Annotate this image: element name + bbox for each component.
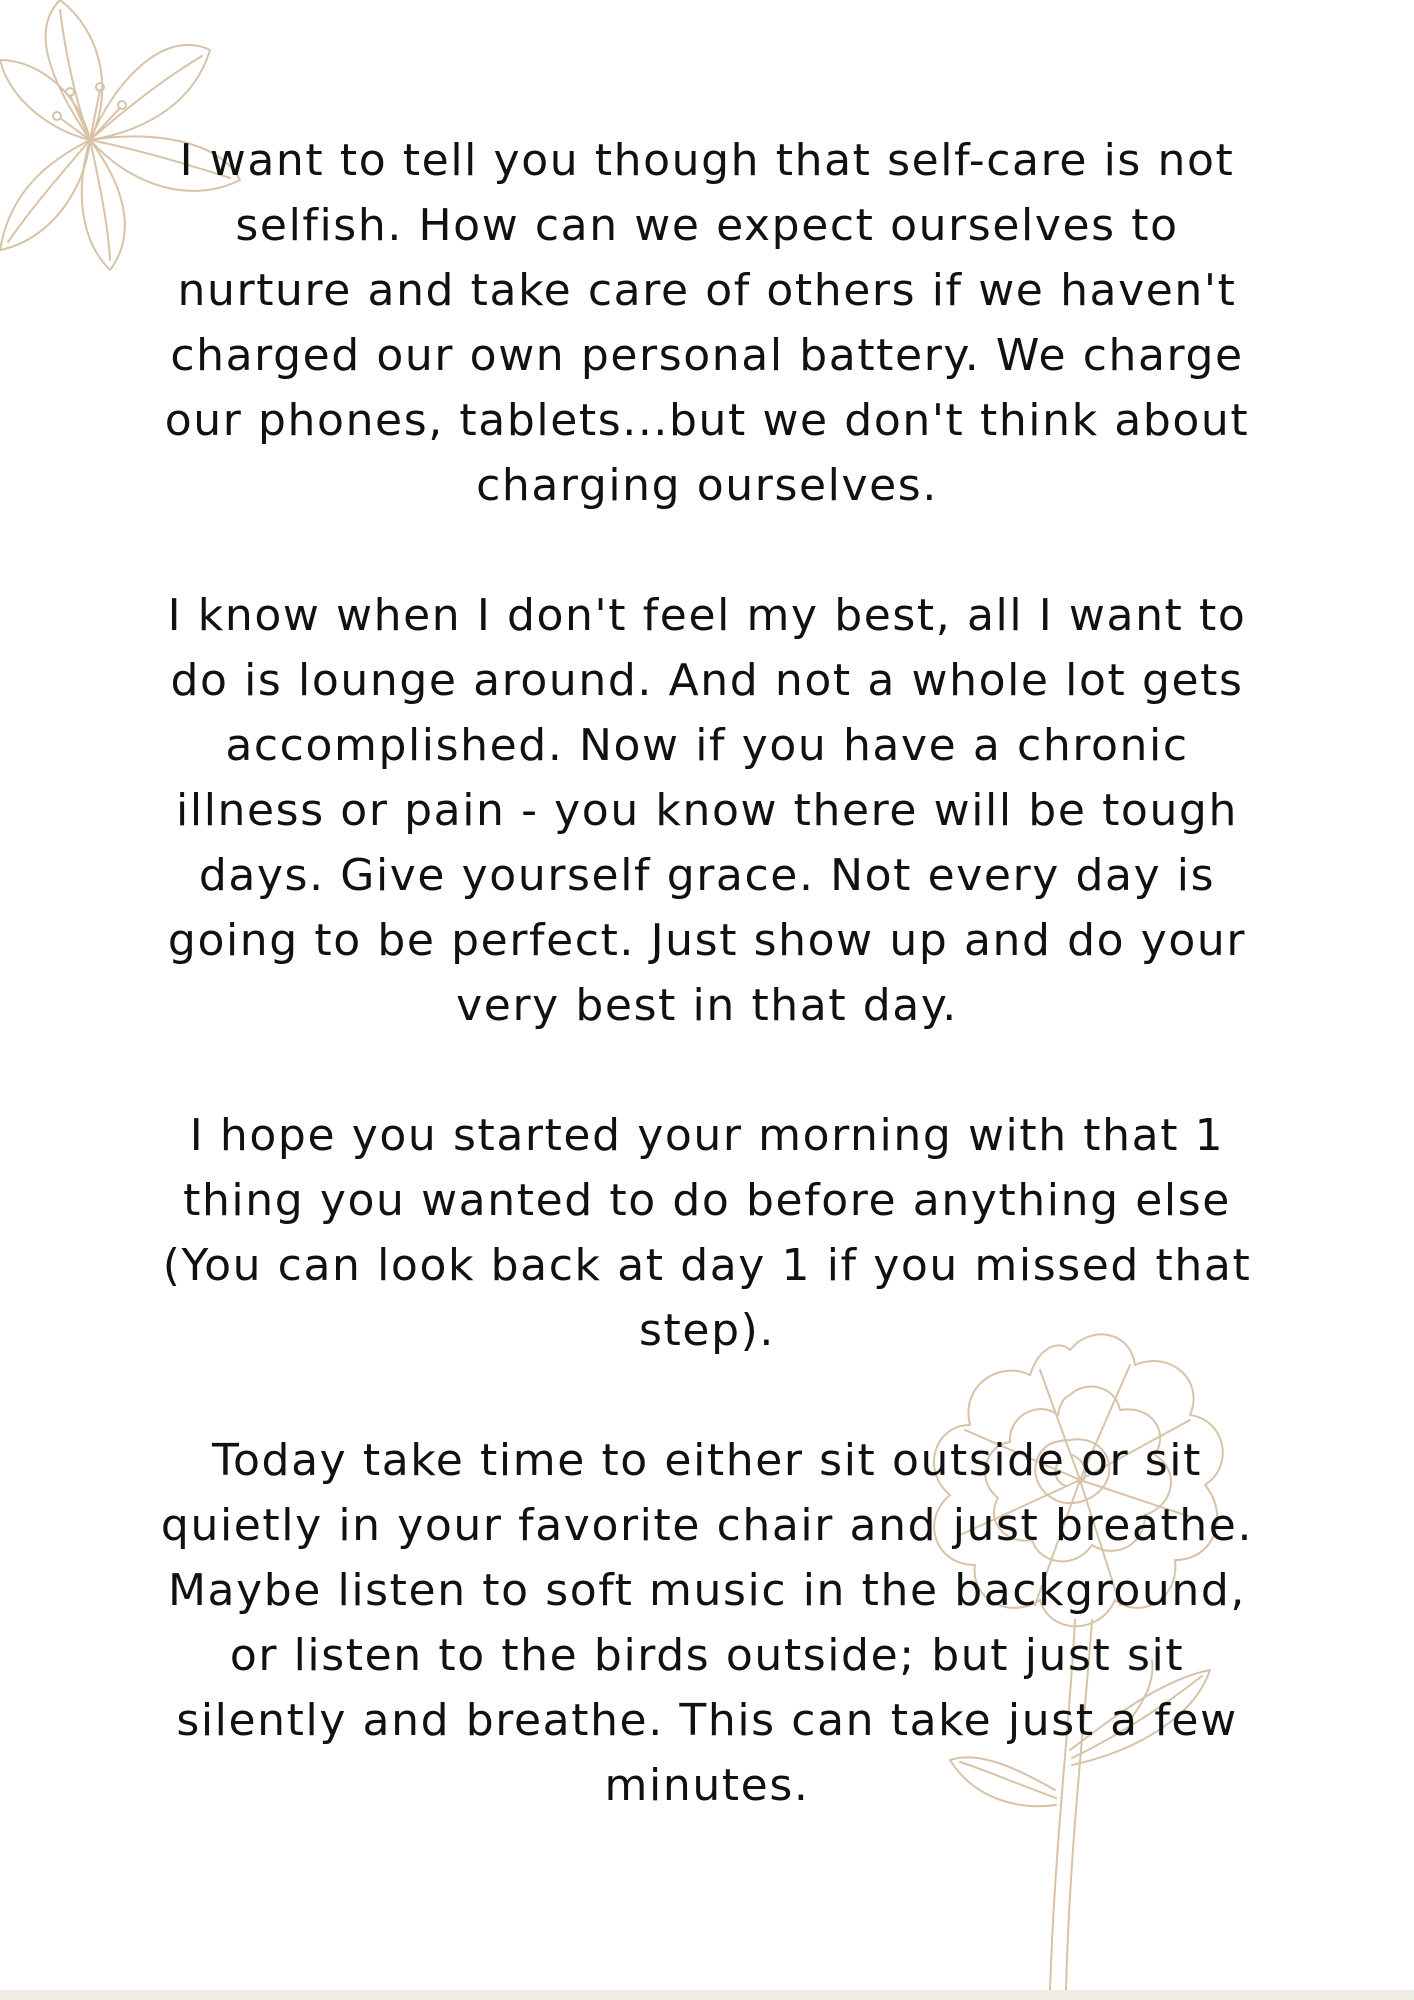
bottom-strip <box>0 1990 1414 2000</box>
paragraph-morning: I hope you started your morning with that 1 thing you wanted to do before anything else (You can look back at day 1 if you missed that step). <box>162 1110 1252 1356</box>
body-text <box>150 128 1264 1818</box>
paragraph-tough-days: I know when I don't feel my best, all I want to do is lounge around. And not a whole lot gets accomplished. Now if you have a chronic illness or pain - you know there will be tough days. Give yourself grace. Not every day is going to be perfect. Just show up and do your very best in that day. <box>167 590 1247 1031</box>
paragraph-breathe: Today take time to either sit outside or sit quietly in your favorite chair and just breathe. Maybe listen to soft music in the background, or listen to the birds outside; but just sit silently and breathe. This can take just a few minutes. <box>160 1435 1254 1811</box>
paragraph-self-care: I want to tell you though that self-care is not selfish. How can we expect ourselves to nurture and take care of others if we haven't charged our own personal battery. We charge our phones, tablets...but we don't think about charging ourselves. <box>164 135 1250 511</box>
